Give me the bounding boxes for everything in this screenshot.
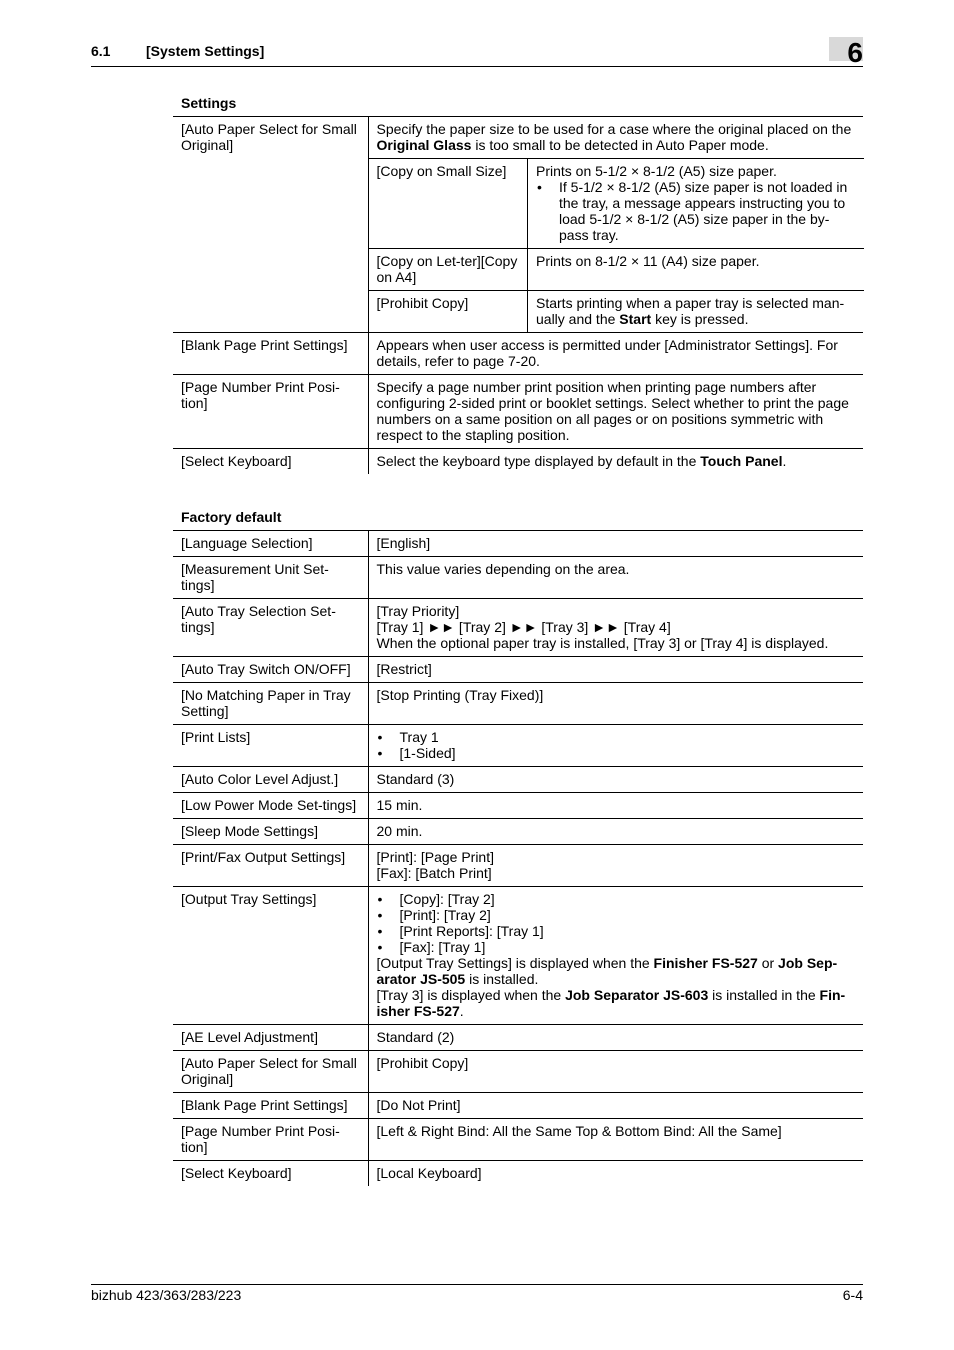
table-row xyxy=(173,767,863,793)
setting-label: [Language Selection] xyxy=(173,531,368,557)
table-row xyxy=(173,333,863,375)
table-row xyxy=(173,449,863,475)
setting-description: Specify a page number print position when printing page numbers after configuring 2-sided print or booklet settings. Select whether to print the page numbers on a same position on all pages or on positions symmetric with respect to the stapling position. xyxy=(376,379,849,443)
setting-value: [Do Not Print] xyxy=(376,1097,461,1113)
setting-label: [Select Keyboard] xyxy=(173,449,368,475)
option-row xyxy=(369,249,864,291)
table-row xyxy=(173,599,863,657)
setting-label: [Page Number Print Posi-tion] xyxy=(173,375,368,449)
list-item: • [Fax]: [Tray 1] xyxy=(377,939,856,955)
setting-label: [Select Keyboard] xyxy=(173,1161,368,1187)
setting-label: [Measurement Unit Set-tings] xyxy=(173,557,368,599)
table-row xyxy=(173,683,863,725)
setting-label: [Sleep Mode Settings] xyxy=(173,819,368,845)
setting-description: Specify the paper size to be used for a case where the original placed on the Original Glass is too small to be detected in Auto Paper mode. xyxy=(376,121,852,153)
setting-label: [Auto Tray Selection Set-tings] xyxy=(173,599,368,657)
list-item: • [Print Reports]: [Tray 1] xyxy=(377,923,856,939)
setting-value: [Restrict] xyxy=(376,661,432,677)
table-row xyxy=(173,725,863,767)
setting-label: [AE Level Adjustment] xyxy=(173,1025,368,1051)
setting-value: [Left & Right Bind: All the Same Top & Bottom Bind: All the Same] xyxy=(376,1123,782,1139)
setting-label: [Print Lists] xyxy=(173,725,368,767)
setting-label: [No Matching Paper in Tray Setting] xyxy=(173,683,368,725)
setting-value: [Local Keyboard] xyxy=(376,1165,482,1181)
table-row xyxy=(173,819,863,845)
setting-description: Appears when user access is permitted under [Administrator Settings]. For details, refer to page 7-20. xyxy=(376,337,838,369)
setting-value: [Stop Printing (Tray Fixed)] xyxy=(376,687,544,703)
setting-label: [Auto Paper Select for Small Original] xyxy=(173,117,368,333)
setting-label: [Print/Fax Output Settings] xyxy=(173,845,368,887)
page-number: 6-4 xyxy=(842,1287,863,1303)
setting-label: [Blank Page Print Settings] xyxy=(173,1093,368,1119)
table-row xyxy=(173,845,863,887)
list-item: • If 5-1/2 × 8-1/2 (A5) size paper is not loaded in the tray, a message appears instructing you to load 5-1/2 × 8-1/2 (A5) size paper in the by-pass tray. xyxy=(536,179,856,243)
section-title: [System Settings] xyxy=(146,43,265,59)
setting-value: [Tray Priority] [Tray 1] ►► [Tray 2] ►► [Tray 3] ►► [Tray 4] When the optional paper tray is installed, [Tray 3] or [Tray 4] is displayed. xyxy=(376,603,829,651)
setting-value: [English] xyxy=(376,535,431,551)
setting-value xyxy=(368,725,863,767)
section-number: 6.1 xyxy=(91,43,111,59)
setting-value: This value varies depending on the area. xyxy=(376,561,630,577)
list-item: • Tray 1 xyxy=(377,729,856,745)
table-row xyxy=(173,531,863,557)
table-row xyxy=(173,1093,863,1119)
table-row xyxy=(173,1051,863,1093)
option-description: Prints on 8-1/2 × 11 (A4) size paper. xyxy=(536,253,760,269)
table-row xyxy=(173,1025,863,1051)
setting-value: Standard (3) xyxy=(376,771,455,787)
table-row xyxy=(173,1119,863,1161)
setting-label: [Page Number Print Posi-tion] xyxy=(173,1119,368,1161)
setting-value: [Print]: [Page Print] [Fax]: [Batch Print] xyxy=(376,849,494,881)
option-name: [Copy on Let-ter][Copy on A4] xyxy=(369,249,528,291)
list-item: • [Print]: [Tray 2] xyxy=(377,907,856,923)
chapter-number: 6 xyxy=(847,37,863,68)
setting-label: [Low Power Mode Set-tings] xyxy=(173,793,368,819)
setting-label: [Auto Tray Switch ON/OFF] xyxy=(173,657,368,683)
table-row xyxy=(173,375,863,449)
option-name: [Copy on Small Size] xyxy=(369,159,528,249)
factory-default-table xyxy=(173,530,863,1186)
setting-value: 20 min. xyxy=(376,823,423,839)
options-table xyxy=(369,158,864,332)
settings-table xyxy=(173,116,863,474)
option-row xyxy=(369,159,864,249)
table-row xyxy=(173,887,863,1025)
table-row xyxy=(173,793,863,819)
setting-label: [Auto Color Level Adjust.] xyxy=(173,767,368,793)
option-name: [Prohibit Copy] xyxy=(369,291,528,333)
setting-value xyxy=(368,887,863,1025)
list-item: • [Copy]: [Tray 2] xyxy=(377,891,856,907)
option-description: Prints on 5-1/2 × 8-1/2 (A5) size paper. • If 5-1/2 × 8-1/2 (A5) size paper is not loaded in the tray, a message appears instructing you to load 5-1/2 × 8-1/2 (A5) size paper in the by-pass tray. xyxy=(528,159,864,249)
setting-description: Select the keyboard type displayed by default in the Touch Panel. xyxy=(376,453,787,469)
table-row xyxy=(173,1161,863,1187)
table-row xyxy=(173,557,863,599)
setting-value: Standard (2) xyxy=(376,1029,455,1045)
list-item: • [1-Sided] xyxy=(377,745,856,761)
table-row xyxy=(173,117,863,333)
page-header xyxy=(91,37,863,68)
footer-rule xyxy=(91,1284,863,1285)
factory-default-heading: Factory default xyxy=(181,509,282,525)
setting-value: [Prohibit Copy] xyxy=(376,1055,469,1071)
footer-model: bizhub 423/363/283/223 xyxy=(91,1287,242,1303)
tray3-note: [Tray 3] is displayed when the Job Separator JS-603 is installed in the Fin-isher FS-527. xyxy=(376,987,846,1019)
option-description: Starts printing when a paper tray is selected man-ually and the Start key is pressed. xyxy=(536,295,845,327)
output-tray-note: [Output Tray Settings] is displayed when the Finisher FS-527 or Job Sep-arator JS-505 is installed. xyxy=(376,955,838,987)
setting-value: 15 min. xyxy=(376,797,423,813)
option-row xyxy=(369,291,864,333)
table-row xyxy=(173,657,863,683)
setting-label: [Blank Page Print Settings] xyxy=(173,333,368,375)
setting-label: [Output Tray Settings] xyxy=(173,887,368,1025)
setting-label: [Auto Paper Select for Small Original] xyxy=(173,1051,368,1093)
settings-heading: Settings xyxy=(181,95,237,111)
